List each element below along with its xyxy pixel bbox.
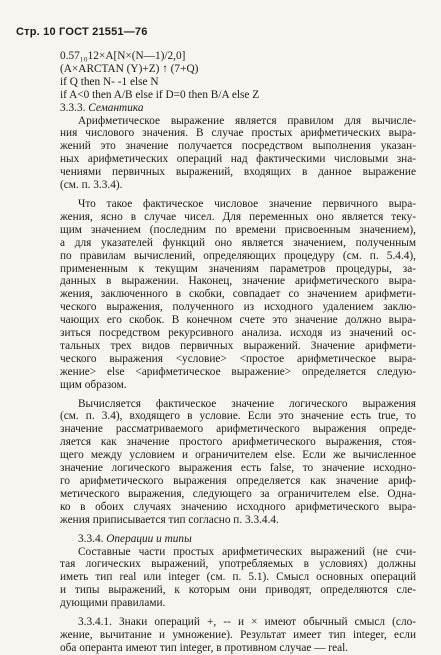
paragraph-1 <box>60 115 416 192</box>
page-header: Стр. 10 ГОСТ 21551—76 <box>16 26 148 38</box>
text-line: примененным к текущим значениям параметров процедуры, за- <box>60 262 416 275</box>
formula-line: if A<0 then A/B else if D=0 then B/A else Z <box>60 88 260 101</box>
text-line: Арифметическое выражение является правилом для вычисле- <box>78 114 416 127</box>
section-number: 3.3.3. <box>60 101 86 114</box>
paragraph-5 <box>60 616 416 655</box>
text-line: данных в выражении. Наконец, значение арифметического выра- <box>60 275 416 288</box>
section-number: 3.3.4. <box>78 532 104 545</box>
text-line: ния числового значения. В случае простых арифметических выра- <box>60 127 416 140</box>
page-content <box>60 50 416 655</box>
text-line: Что такое фактическое числовое значение первичного выра- <box>78 197 416 210</box>
section-heading-operations <box>60 533 416 546</box>
text-line: чениями первичных выражений, входящих в данное выражение <box>60 166 416 179</box>
section-heading-semantics <box>60 102 416 115</box>
section-title: Операции и типы <box>106 532 192 545</box>
text-line: ко в обоих случаях значению исходного арифметического выра- <box>60 500 416 513</box>
text-line: значение логического выражения есть false, то значение исходно- <box>60 462 416 475</box>
text-line: тая логических выражений, употребляемых в условиях) должны <box>60 558 416 571</box>
text-line: го арифметического выражения определяется как значение ариф- <box>60 475 416 487</box>
text-line: щего между условием и ограничителем else. Если же вычисленное <box>60 449 416 462</box>
paragraph-4 <box>60 546 416 611</box>
text-line: Вычисляется фактическое значение логического выражения <box>78 397 416 410</box>
section-title: Семантика <box>88 101 144 114</box>
text-line: жения, заключенного в скобки, совпадает со значением арифмети- <box>60 288 416 301</box>
text-line: зиться посредством рекурсивного анализа. исходя из значений ос- <box>60 327 416 340</box>
text-line: оба операнта имеют тип integer, в противном случае — real. <box>60 641 349 654</box>
formula-line: if Q then N- -1 else N <box>60 75 159 88</box>
text-line: жение> else <арифметическое выражение> определяется следую- <box>60 365 416 378</box>
text-line: иметь тип real или integer (см. п. 5.1). Смысл основных операций <box>60 571 416 584</box>
formula-line: 0.57₁₀12×A[N×(N—1)/2,0] <box>60 50 186 62</box>
text-line: метического выражения, следующего за ограничителем else. Одна- <box>60 487 416 500</box>
text-line: щим образом. <box>60 378 127 391</box>
text-line: 3.3.4.1. Знаки операций +, -- и × имеют обычный смысл (сло- <box>78 616 416 629</box>
text-line: жения приписывается тип согласно п. 3.3.4.4. <box>60 513 279 526</box>
text-line: чающих его скобок. В конечном счете это значение должно выра- <box>60 314 416 327</box>
text-line: Составные части простых арифметических выражений (не счи- <box>78 545 416 558</box>
text-line: а для указателей функций оно является значением, полученным <box>60 236 416 249</box>
text-line: ческого выражения, полученного из исходного удалением заклю- <box>60 301 416 314</box>
text-line: дующими правилами. <box>60 597 166 610</box>
text-line: по правилам вычислений, определяющих процедуру (см. п. 5.4.4), <box>60 249 416 262</box>
text-line: щим значением (последним по времени присвоенным значением), <box>60 223 416 236</box>
text-line: значение рассматриваемого арифметического выражения опреде- <box>60 423 416 436</box>
text-line: жений это значение получается посредством выполнения указан- <box>60 140 416 153</box>
text-line: ляется как значение простого арифметического выражения, стоя- <box>60 436 416 449</box>
text-line: (см. п. 3.4), входящего в условие. Если это значение есть true, то <box>60 410 416 423</box>
text-line: ческого выражения <условие> <простое арифметическое выра- <box>60 352 416 365</box>
text-line: жения, ясно в случае чисел. Для переменных оно является теку- <box>60 210 416 223</box>
text-line: тальных трех видов первичных выражений. Значение арифмети- <box>60 339 416 352</box>
paragraph-3 <box>60 398 416 527</box>
formula-line: (A×ARCTAN (Y)+Z) ↑ (7+Q) <box>60 62 199 75</box>
formula-block <box>60 50 416 102</box>
text-line: ных арифметических операций над фактическими числовыми зна- <box>60 153 416 166</box>
text-line: (см. п. 3.3.4). <box>60 179 123 192</box>
text-line: и типы выражений, к которым они приводят, определяются сле- <box>60 584 416 597</box>
paragraph-2 <box>60 198 416 392</box>
text-line: жение, вычитание и умножение). Результат имеет тип integer, если <box>60 628 416 641</box>
